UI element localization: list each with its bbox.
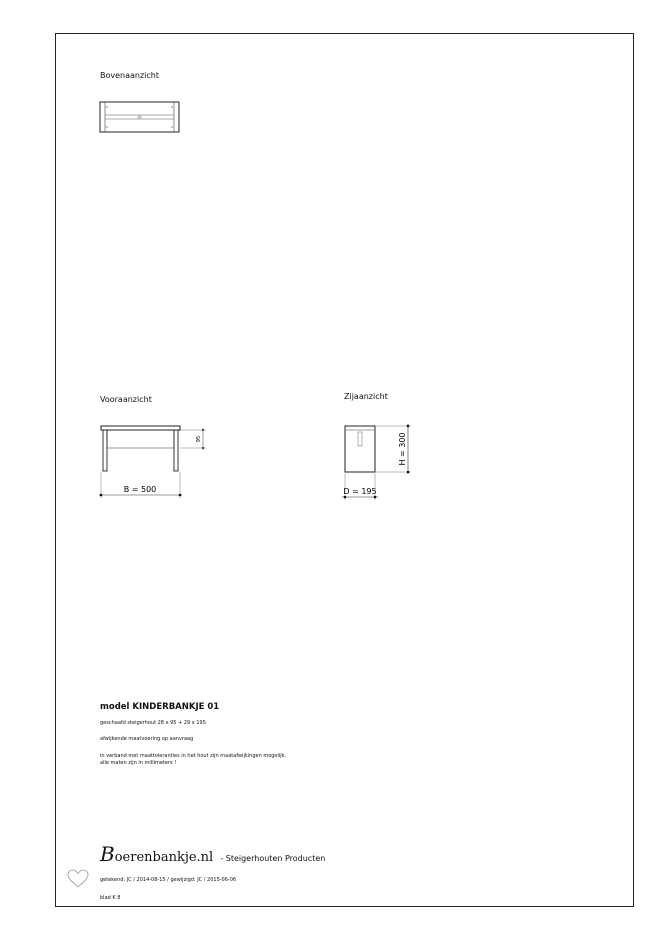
material-line: geschaafd steigerhout 28 x 95 + 29 x 195 bbox=[100, 720, 206, 726]
sheet-number: blad K 8 bbox=[100, 895, 121, 901]
front-view-label: Vooraanzicht bbox=[100, 395, 152, 404]
apron-dimension-text: 95 bbox=[196, 435, 202, 443]
height-dimension-text: H = 300 bbox=[398, 432, 407, 466]
top-view-label: Bovenaanzicht bbox=[100, 71, 160, 80]
model-title: model KINDERBANKJE 01 bbox=[100, 702, 220, 712]
side-view-drawing bbox=[336, 420, 416, 504]
width-dimension-text: B = 500 bbox=[123, 485, 157, 494]
depth-dimension-text: D = 195 bbox=[343, 487, 377, 496]
tolerance-note: in verband met maattoleranties in het hout zijn maatafwijkingen mogelijk. bbox=[100, 753, 287, 759]
custom-size-line: afwijkende maatvoering op aanvraag bbox=[100, 736, 194, 742]
brand-name: oerenbankje.nl bbox=[114, 850, 214, 865]
brand-mark: B bbox=[100, 842, 115, 866]
units-note: alle maten zijn in millimeters ! bbox=[100, 760, 177, 766]
drawn-modified-line: getekend: JC / 2014-08-15 / gewijzigd: JC / 2015-06-06 bbox=[100, 877, 237, 883]
heart-outline-icon bbox=[67, 869, 89, 889]
front-view-drawing bbox=[96, 420, 216, 504]
brand-subtitle: - Steigerhouten Producten bbox=[220, 854, 326, 863]
side-view-label: Zijaanzicht bbox=[344, 392, 388, 401]
brand-logo bbox=[100, 842, 325, 866]
top-view-drawing bbox=[98, 100, 182, 134]
